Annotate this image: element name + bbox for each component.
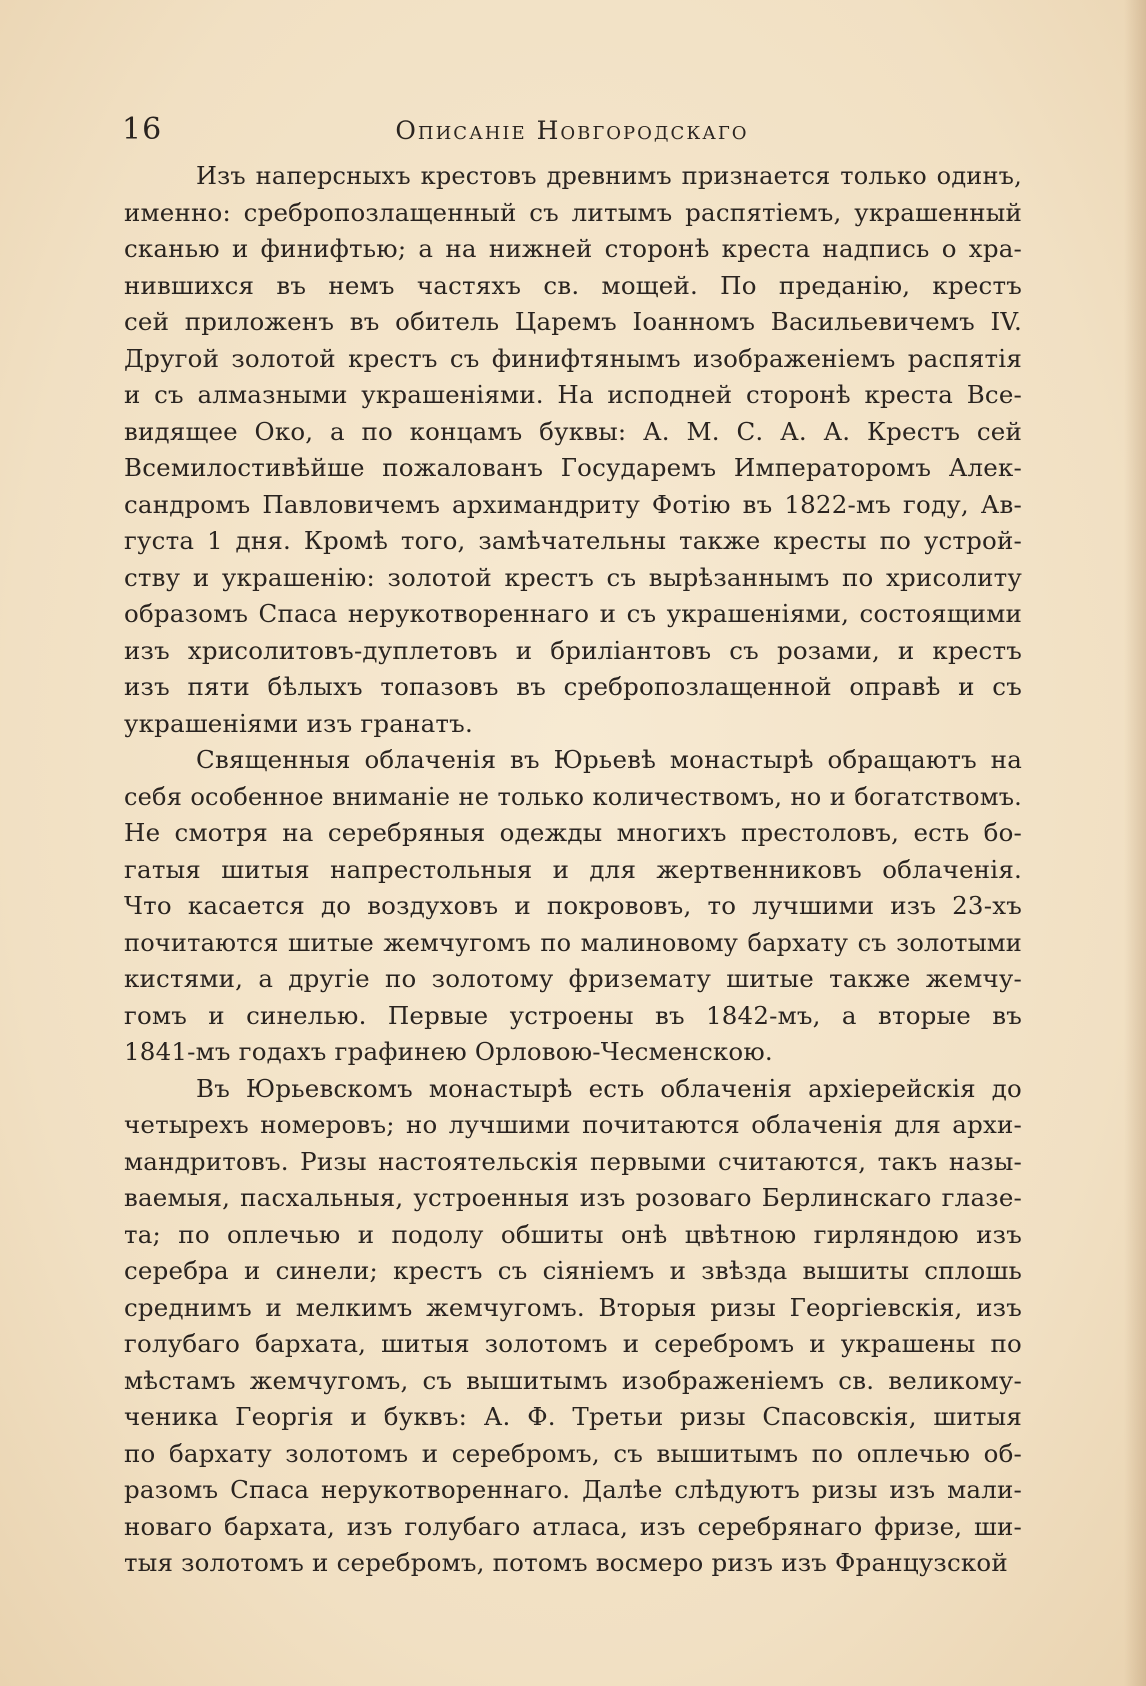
text-line: новаго бархата, изъ голубаго атласа, изъ серебрянаго фризе, ши- [124, 1511, 1022, 1541]
text-line: почитаются шитые жемчугомъ по малиновому бархату съ золотыми [124, 928, 1022, 957]
text-line: ченика Георгія и буквъ: А. Ф. Третьи ризы Спасовскія, шитыя [124, 1402, 1022, 1431]
text-line: Всемилостивѣйше пожалованъ Государемъ Императоромъ Алек- [124, 453, 1022, 482]
text-line: именно: сребропозлащенный съ литымъ распятіемъ, украшенный [124, 197, 1022, 227]
text-line: ваемыя, пасхальныя, устроенныя изъ розоваго Берлинскаго глазе- [124, 1183, 1022, 1212]
text-line: сандромъ Павловичемъ архимандриту Фотію въ 1822-мъ году, Ав- [124, 489, 1022, 519]
text-line: и съ алмазными украшеніями. На исподней сторонѣ креста Все- [124, 380, 1022, 409]
text-line: Священныя облаченія въ Юрьевѣ монастырѣ обращаютъ на [196, 745, 1022, 774]
text-line: образомъ Спаса нерукотвореннаго и съ украшеніями, состоящими [124, 599, 1022, 628]
text-line: украшеніями изъ гранатъ. [124, 708, 473, 738]
body-text [124, 158, 1022, 1582]
text-line: густа 1 дня. Кромѣ того, замѣчательны также кресты по устрой- [124, 526, 1022, 555]
text-line: Въ Юрьевскомъ монастырѣ есть облаченія архіерейскія до [196, 1073, 1022, 1103]
page-number: 16 [122, 112, 163, 147]
text-line: серебра и синели; крестъ съ сіяніемъ и звѣзда вышиты сплошь [124, 1256, 1022, 1285]
paragraph [124, 1071, 1022, 1582]
text-line: голубаго бархата, шитыя золотомъ и серебромъ и украшены по [124, 1329, 1022, 1358]
text-line: мандритовъ. Ризы настоятельскія первыми считаются, такъ назы- [124, 1146, 1022, 1176]
text-line: разомъ Спаса нерукотвореннаго. Далѣе слѣдуютъ ризы изъ мали- [124, 1475, 1022, 1504]
text-line: изъ пяти бѣлыхъ топазовъ въ сребропозлащенной оправѣ и съ [124, 672, 1022, 701]
page-edge-shadow [1124, 0, 1146, 1686]
text-line: Изъ наперсныхъ крестовъ древнимъ признается только одинъ, [196, 162, 1022, 190]
text-line: среднимъ и мелкимъ жемчугомъ. Вторыя ризы Георгіевскія, изъ [124, 1292, 1022, 1322]
text-line: та; по оплечью и подолу обшиты онѣ цвѣтною гирляндою изъ [124, 1219, 1022, 1249]
text-line: себя особенное вниманіе не только количествомъ, но и богатствомъ. [124, 782, 1022, 811]
text-line: гомъ и синелью. Первые устроены въ 1842-мъ, а вторые въ [124, 1000, 1022, 1030]
text-line: ству и украшенію: золотой крестъ съ вырѣзаннымъ по хрисолиту [124, 562, 1022, 592]
text-line: по бархату золотомъ и серебромъ, съ вышитымъ по оплечью об- [124, 1438, 1022, 1468]
text-line: сей приложенъ въ обитель Царемъ Іоанномъ Васильевичемъ IV. [124, 307, 1022, 336]
text-line: Что касается до воздуховъ и покрововъ, то лучшими изъ 23-хъ [124, 891, 1022, 920]
text-line: Другой золотой крестъ съ финифтянымъ изображеніемъ распятія [124, 343, 1022, 373]
text-line: тыя золотомъ и серебромъ, потомъ восмеро ризъ изъ Французской [124, 1548, 1008, 1577]
text-line: сканью и финифтью; а на нижней сторонѣ креста надпись о хра- [124, 234, 1022, 263]
text-line: изъ хрисолитовъ-дуплетовъ и бриліантовъ съ розами, и крестъ [124, 635, 1022, 665]
text-line: нившихся въ немъ частяхъ св. мощей. По преданію, крестъ [124, 270, 1022, 300]
text-line: кистями, а другіе по золотому фриземату шитые также жемчу- [124, 964, 1022, 993]
text-line: видящее Око, а по концамъ буквы: А. М. С. А. А. Крестъ сей [124, 416, 1022, 446]
paragraph [124, 742, 1022, 1071]
running-header [122, 112, 1022, 152]
text-line: четырехъ номеровъ; но лучшими почитаются облаченія для архи- [124, 1110, 1022, 1139]
running-title: Описаніе Новгородскаго [395, 116, 749, 145]
text-line: гатыя шитыя напрестольныя и для жертвенниковъ облаченія. [124, 854, 1022, 884]
text-line: 1841-мъ годахъ графинею Орловою-Чесменскою. [124, 1037, 773, 1066]
text-line: мѣстамъ жемчугомъ, съ вышитымъ изображеніемъ св. великому- [124, 1365, 1022, 1395]
paragraph [124, 158, 1022, 742]
text-line: Не смотря на серебряныя одежды многихъ престоловъ, есть бо- [124, 818, 1022, 847]
